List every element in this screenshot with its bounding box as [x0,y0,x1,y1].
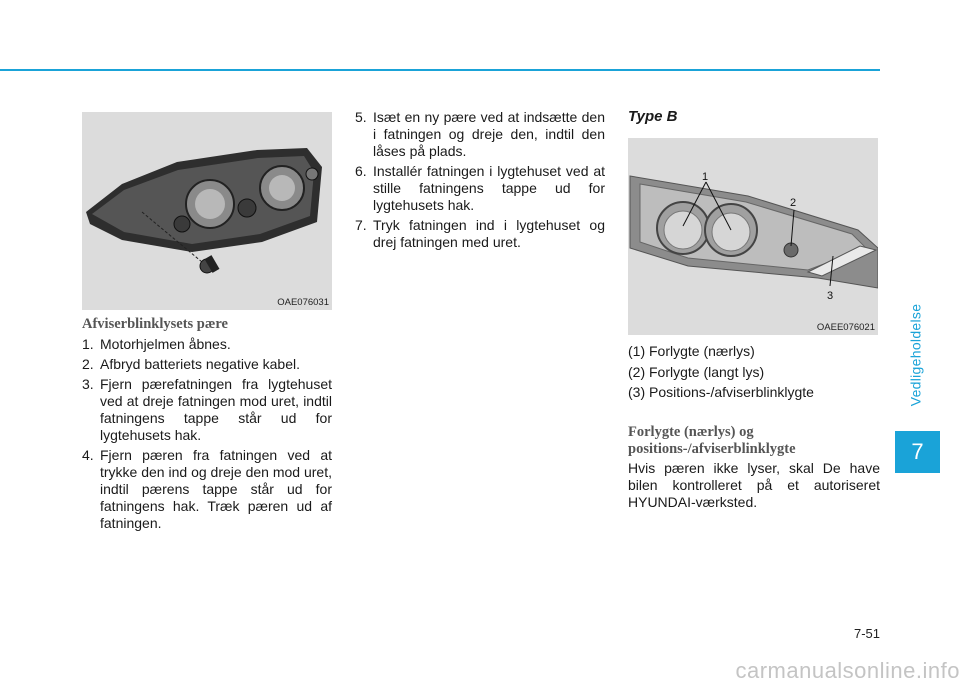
figure-code: OAEE076021 [816,322,875,333]
step-number: 5. [355,109,367,125]
list-item [355,109,605,160]
step-number: 4. [82,447,94,463]
step-number: 1. [82,336,94,352]
step-text: Fjern pæren fra fatningen ved at trykke den ind og dreje den mod uret, indtil pærens tappe står ud for fatningens hak. Træk pæren ud af fatningen. [100,447,332,531]
chapter-title-text: Vedligeholdelse [907,303,923,407]
callout-label: 3 [827,290,834,302]
list-item [82,336,332,353]
headlamp-rear-figure [82,112,332,310]
type-b-heading: Type B [628,108,678,125]
callout-label: 1 [702,171,709,183]
step-number: 2. [82,356,94,372]
chapter-number-tab: 7 [895,431,940,473]
watermark: carmanualsonline.info [735,658,960,683]
step-text: Fjern pærefatningen fra lygtehuset ved at dreje fatningen mod uret, indtil fatningens tappe står ud for lygtehusets hak. [100,376,332,443]
section-heading-headlamp: Forlygte (nærlys) og positions-/afviserblinklygte [628,424,796,457]
step-number: 7. [355,217,367,233]
legend-item: (1) Forlygte (nærlys) [628,343,755,359]
service-paragraph: Hvis pæren ikke lyser, skal De have bilen kontrolleret på et autoriseret HYUNDAI-værksted. [628,460,880,510]
legend-item: (2) Forlygte (langt lys) [628,363,765,380]
section-heading-turn-signal: Afviserblinklysets pære [82,316,228,332]
legend-item: (3) Positions-/afviserblinklygte [628,384,814,400]
list-item [355,217,605,251]
step-text: Installér fatningen i lygtehuset ved at stille fatningens tappe ud for lygtehusets hak. [373,163,605,213]
callout-label: 2 [790,197,797,209]
step-text: Motorhjelmen åbnes. [100,336,231,352]
steps-list-left [82,336,332,535]
figure-code: OAE076031 [277,297,329,308]
list-item [82,356,332,373]
step-text: Afbryd batteriets negative kabel. [100,356,301,372]
legend-list [628,341,880,403]
list-item [82,376,332,444]
step-text: Tryk fatningen ind i lygtehuset og drej fatningen med uret. [373,217,605,250]
header-rule [0,69,880,71]
step-number: 3. [82,376,94,392]
page-number: 7-51 [853,626,880,641]
chapter-side-title [895,295,935,415]
step-text: Isæt en ny pære ved at indsætte den i fatningen og dreje den, indtil den låses på plads. [373,109,605,159]
list-item [355,163,605,214]
step-number: 6. [355,163,367,179]
list-item [82,447,332,532]
headlamp-front-illustration [628,138,878,335]
steps-list-middle [355,109,605,254]
headlamp-rear-illustration [82,112,332,310]
headlamp-front-figure [628,138,878,335]
